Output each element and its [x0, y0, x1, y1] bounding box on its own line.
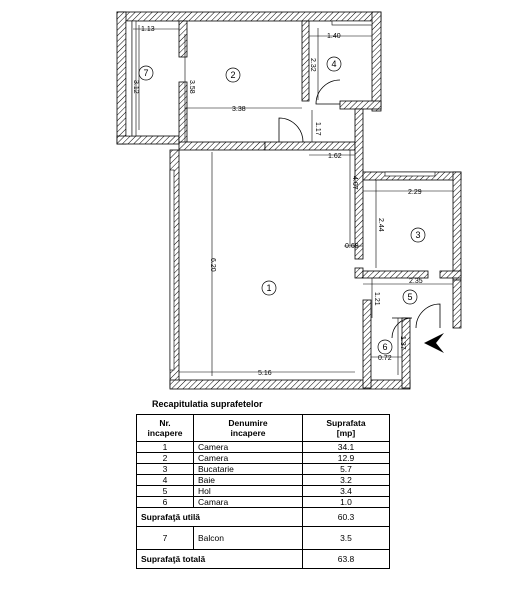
room-number-1: 1 — [266, 283, 272, 293]
table-header-row — [137, 415, 390, 442]
row-area: 3.5 — [303, 527, 390, 550]
dim-label: 0.68 — [345, 243, 359, 250]
dim-label: 3.12 — [132, 80, 139, 94]
dim-label: 1.62 — [328, 153, 342, 160]
dim-label: 3.58 — [188, 80, 195, 94]
header-nr: Nr. incapere — [137, 415, 194, 442]
row-name: Camera — [194, 442, 303, 453]
dim-label: 6.20 — [209, 258, 216, 272]
table-row — [137, 486, 390, 497]
dim-label: 1.17 — [314, 122, 321, 136]
room-number-6: 6 — [382, 342, 388, 352]
useful-area-row — [137, 508, 390, 527]
header-name: Denumire incapere — [194, 415, 303, 442]
total-area-value: 63.8 — [303, 550, 390, 569]
total-area-row — [137, 550, 390, 569]
room-number-3: 3 — [415, 230, 421, 240]
table-row — [137, 453, 390, 464]
row-name: Bucatarie — [194, 464, 303, 475]
table-row — [137, 497, 390, 508]
row-name: Camera — [194, 453, 303, 464]
useful-area-label: Suprafaţă utilă — [137, 508, 303, 527]
dim-label: 1.37 — [399, 336, 406, 350]
row-nr: 5 — [137, 486, 194, 497]
table-row — [137, 527, 390, 550]
dim-label: 5.16 — [258, 370, 272, 377]
row-name: Baie — [194, 475, 303, 486]
row-nr: 2 — [137, 453, 194, 464]
table-row — [137, 475, 390, 486]
dim-label: 4.07 — [351, 176, 358, 190]
entrance-arrow-icon — [424, 333, 444, 353]
dim-label: 2.44 — [377, 218, 384, 232]
area-summary-table — [136, 414, 390, 569]
windows — [126, 21, 435, 370]
dim-label: 1.13 — [141, 26, 155, 33]
header-area: Suprafata [mp] — [303, 415, 390, 442]
row-name: Camara — [194, 497, 303, 508]
dim-label: 1.40 — [327, 33, 341, 40]
row-nr: 6 — [137, 497, 194, 508]
dim-label: 0.72 — [378, 355, 392, 362]
table-row — [137, 464, 390, 475]
useful-area-value: 60.3 — [303, 508, 390, 527]
row-nr: 7 — [137, 527, 194, 550]
row-area: 3.4 — [303, 486, 390, 497]
room-number-5: 5 — [407, 292, 413, 302]
row-name: Hol — [194, 486, 303, 497]
row-area: 1.0 — [303, 497, 390, 508]
table-row — [137, 442, 390, 453]
row-area: 5.7 — [303, 464, 390, 475]
walls — [117, 12, 461, 389]
row-area: 34.1 — [303, 442, 390, 453]
row-area: 3.2 — [303, 475, 390, 486]
row-area: 12.9 — [303, 453, 390, 464]
row-nr: 3 — [137, 464, 194, 475]
row-nr: 1 — [137, 442, 194, 453]
dim-label: 2.29 — [408, 189, 422, 196]
dim-label: 1.21 — [373, 292, 380, 306]
dim-label: 3.38 — [232, 106, 246, 113]
summary-title: Recapitulatia suprafetelor — [152, 399, 263, 409]
total-area-label: Suprafaţă totală — [137, 550, 303, 569]
room-number-2: 2 — [230, 70, 236, 80]
room-number-4: 4 — [331, 59, 337, 69]
row-name: Balcon — [194, 527, 303, 550]
dim-label: 2.35 — [409, 278, 423, 285]
row-nr: 4 — [137, 475, 194, 486]
dim-label: 2.32 — [309, 58, 316, 72]
room-number-7: 7 — [143, 68, 149, 78]
